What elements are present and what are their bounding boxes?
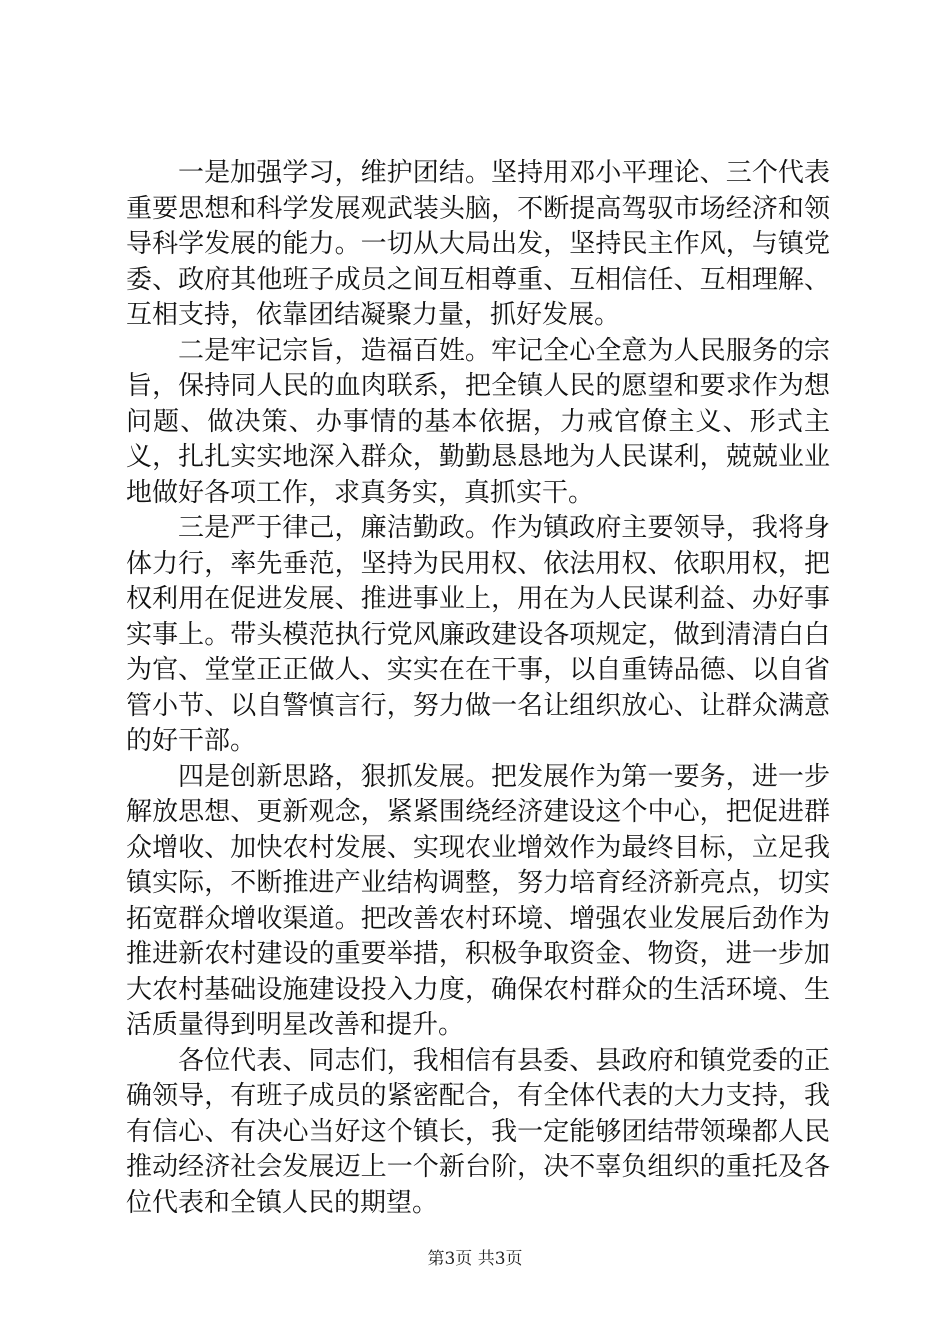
paragraph-development: 四是创新思路，狠抓发展。把发展作为第一要务，进一步解放思想、更新观念，紧紧围绕经济建设这个中心，把促进群众增收、加快农村发展、实现农业增效作为最终目标，立足我镇实际，不断推进产业结构调整，努力培育经济新亮点，切实拓宽群众增收渠道。把改善农村环境、增强农业发展后劲作为推进新农村建设的重要举措，积极争取资金、物资，进一步加大农村基础设施建设投入力度，确保农村群众的生活环境、生活质量得到明星改善和提升。: [126, 761, 830, 1040]
paragraph-study-unity: 一是加强学习，维护团结。坚持用邓小平理论、三个代表重要思想和科学发展观武装头脑，不断提高驾驭市场经济和领导科学发展的能力。一切从大局出发，坚持民主作风，与镇党委、政府其他班子成员之间互相尊重、互相信任、互相理解、互相支持，依靠团结凝聚力量，抓好发展。: [126, 158, 830, 330]
paragraph-closing: 各位代表、同志们，我相信有县委、县政府和镇党委的正确领导，有班子成员的紧密配合，有全体代表的大力支持，我有信心、有决心当好这个镇长，我一定能够团结带领璪都人民推动经济社会发展迈上一个新台阶，决不辜负组织的重托及各位代表和全镇人民的期望。: [126, 1045, 830, 1218]
paragraph-integrity: 三是严于律己，廉洁勤政。作为镇政府主要领导，我将身体力行，率先垂范，坚持为民用权、依法用权、依职用权，把权利用在促进发展、推进事业上，用在为人民谋利益、办好事实事上。带头模范执行党风廉政建设各项规定，做到清清白白为官、堂堂正正做人、实实在在干事，以自重铸品德、以自省管小节、以自警慎言行，努力做一名让组织放心、让群众满意的好干部。: [126, 513, 830, 756]
document-body: [126, 156, 830, 1221]
paragraph-serve-people: 二是牢记宗旨，造福百姓。牢记全心全意为人民服务的宗旨，保持同人民的血肉联系，把全镇人民的愿望和要求作为想问题、做决策、办事情的基本依据，力戒官僚主义、形式主义，扎扎实实地深入群众，勤勤恳恳地为人民谋利，兢兢业业地做好各项工作，求真务实，真抓实干。: [126, 335, 830, 508]
page-footer: 第3页 共3页: [427, 1249, 523, 1269]
